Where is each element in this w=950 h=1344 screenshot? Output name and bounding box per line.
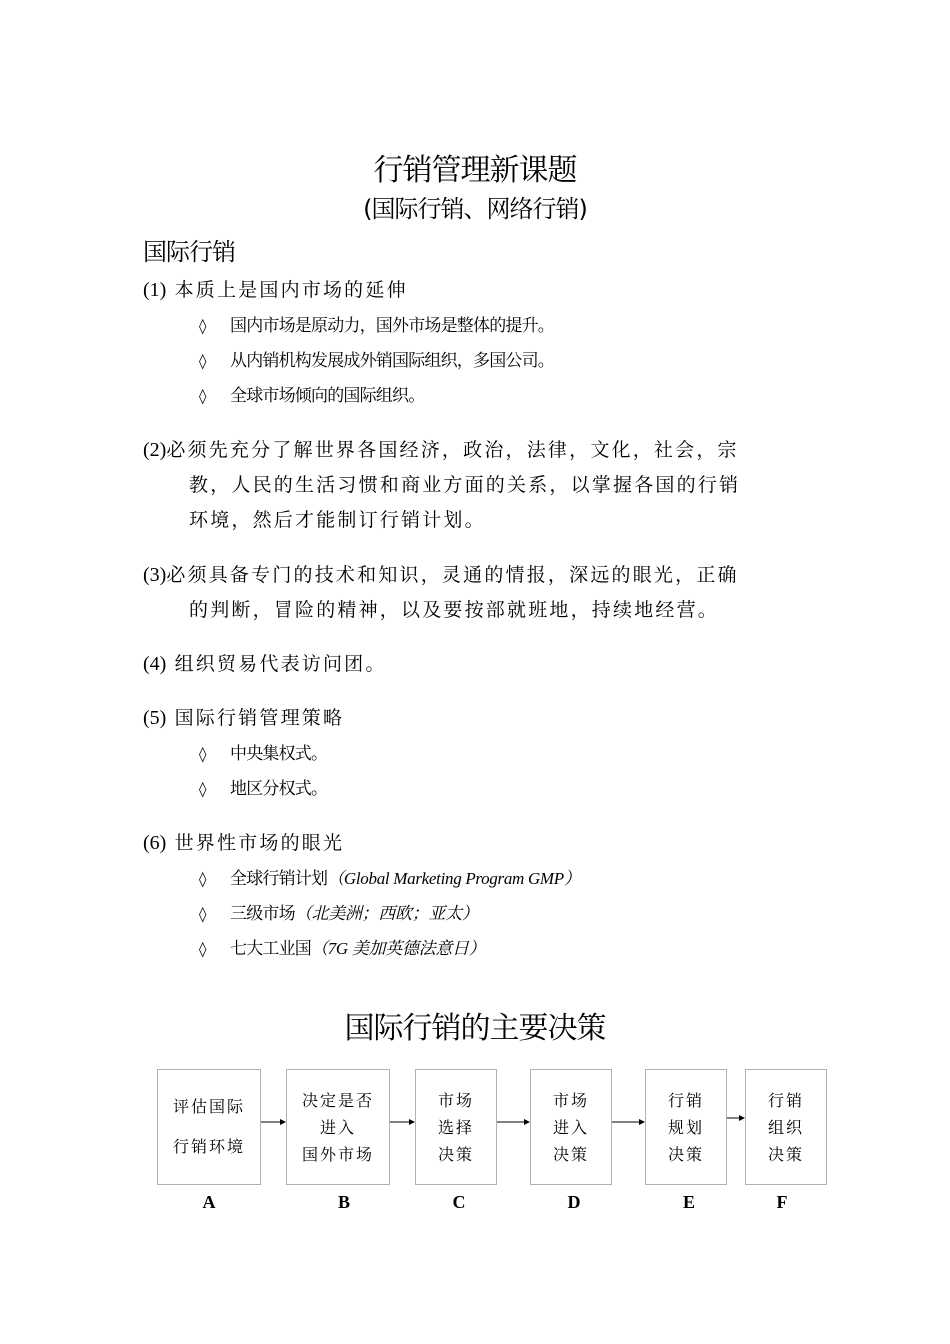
diamond-icon: ◊ [199,387,207,405]
list-item-2 [143,433,803,538]
bullet-item [199,777,327,801]
flow-letter: E [682,1192,695,1212]
flow-box-d [530,1069,612,1185]
arrow-right-icon [727,1117,745,1119]
diamond-icon: ◊ [199,780,207,798]
item-text-line: 的判断，冒险的精神，以及要按部就班地，持续地经营。 [189,599,720,621]
bullet-note: （北美洲；西欧；亚太） [294,904,479,923]
flow-box-a [157,1069,261,1185]
bullet-note: （7G 美加英德法意日） [311,939,486,958]
bullet-text: 全球行销计划 [230,869,328,889]
item-text: 本质上是国内市场的延伸 [174,279,408,301]
flow-letter: F [776,1192,788,1212]
page-subtitle: (国际行销、网络行销) [363,195,587,223]
item-text: 必须具备专门的技术和知识，灵通的情报，深远的眼光，正确 [166,564,739,586]
bullet-item [199,349,554,373]
flow-box-label: 市场 进入 决策 [552,1090,589,1164]
bullet-text: 七大工业国 [230,939,311,959]
bullet-text: 三级市场 [230,904,295,924]
bullet-item [199,742,327,766]
item-text-line: 环境，然后才能制订行销计划。 [189,509,486,531]
bullet-item [199,867,581,891]
flow-letter: A [202,1192,216,1212]
flow-box-label: 评估国际 行销环境 [172,1097,245,1156]
diamond-icon: ◊ [199,905,207,923]
page-title: 行销管理新课题 [373,153,577,188]
bullet-item [199,314,554,338]
flow-box-e [645,1069,727,1185]
diamond-icon: ◊ [199,870,207,888]
bullet-item [199,902,479,926]
flow-box-label: 市场 选择 决策 [437,1090,474,1164]
list-item-5 [143,701,803,736]
diamond-icon: ◊ [199,940,207,958]
item-number: (6) [143,832,167,854]
arrow-right-icon [261,1121,286,1123]
flow-box-f [745,1069,827,1185]
section-title-decisions: 国际行销的主要决策 [344,1011,606,1046]
diamond-icon: ◊ [199,745,207,763]
item-text: 必须先充分了解世界各国经济，政治，法律，文化，社会，宗 [166,439,739,461]
list-item-3 [143,558,803,628]
item-text: 组织贸易代表访问团。 [174,653,387,675]
section-heading: 国际行销 [143,238,235,266]
flow-box-label: 行销 规划 决策 [667,1090,704,1164]
item-number: (4) [143,653,167,675]
flow-letter: D [567,1192,581,1212]
arrow-right-icon [497,1121,530,1123]
flow-box-c [415,1069,497,1185]
flow-box-label: 决定是否 进入 国外市场 [301,1090,374,1164]
arrow-right-icon [390,1121,415,1123]
list-item-1 [143,273,803,308]
bullet-text: 全球市场倾向的国际组织。 [230,386,425,406]
flow-box-label: 行销 组织 决策 [767,1090,804,1164]
flow-letter: C [452,1192,466,1212]
bullet-item [199,384,424,408]
flow-letter: B [337,1192,350,1212]
bullet-text: 中央集权式。 [230,744,328,764]
item-text: 世界性市场的眼光 [174,832,345,854]
item-number: (5) [143,707,167,729]
item-text: 国际行销管理策略 [174,707,345,729]
bullet-text: 国内市场是原动力，国外市场是整体的提升。 [230,316,554,336]
bullet-note: （Global Marketing Program GMP） [327,869,581,888]
item-number: (1) [143,279,167,301]
arrow-right-icon [612,1121,645,1123]
list-item-4 [143,647,803,682]
item-number: (3) [143,564,167,586]
bullet-item [199,937,485,961]
diamond-icon: ◊ [199,352,207,370]
item-number: (2) [143,439,167,461]
item-text-line: 教，人民的生活习惯和商业方面的关系，以掌握各国的行销 [189,474,741,496]
list-item-6 [143,826,803,861]
diamond-icon: ◊ [199,317,207,335]
flow-box-b [286,1069,390,1185]
bullet-text: 从内销机构发展成外销国际组织，多国公司。 [230,351,554,371]
bullet-text: 地区分权式。 [230,779,328,799]
